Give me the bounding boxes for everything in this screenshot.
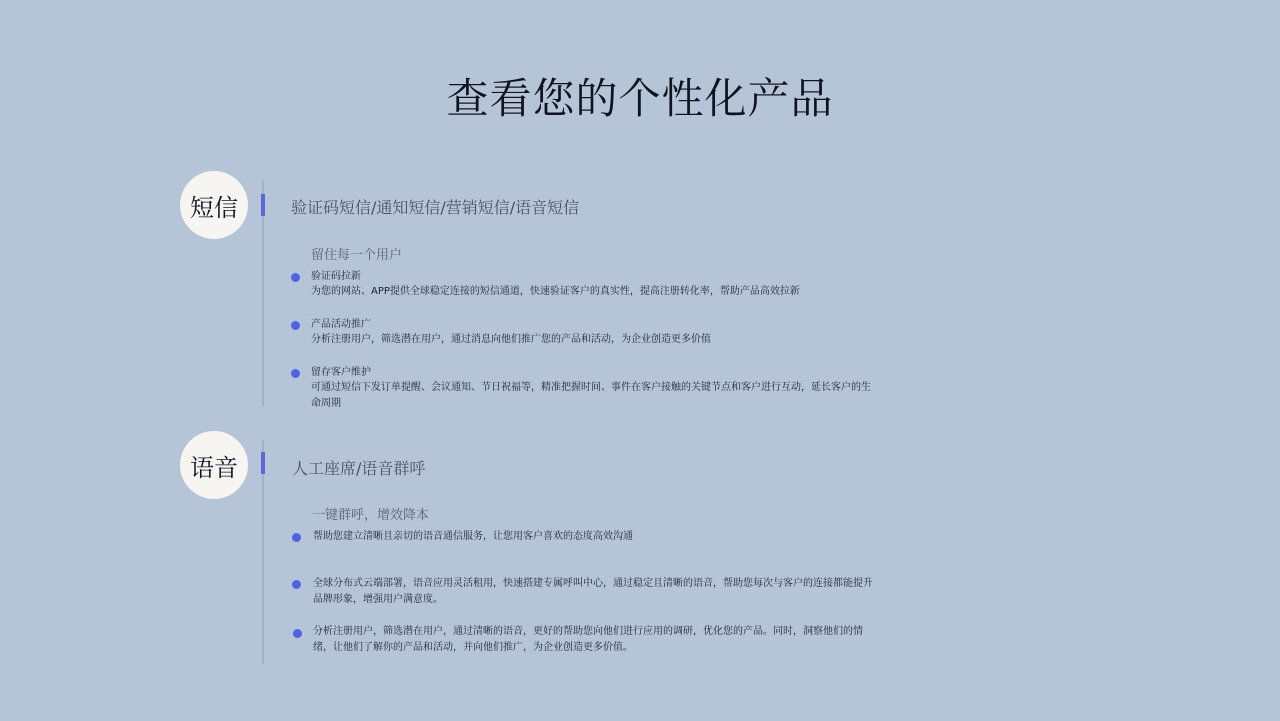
section-subhead: 一键群呼，增效降本 [312, 508, 430, 523]
section-headline: 验证码短信/通知短信/营销短信/语音短信 [291, 198, 580, 217]
bullet-dot [291, 369, 300, 378]
item-desc: 为您的网站、APP提供全球稳定连接的短信通道，快速验证客户的真实性，提高注册转化率，帮助产品高效拉新 [311, 286, 800, 297]
timeline-accent [261, 452, 265, 474]
item-desc: 分析注册用户，筛选潜在用户，通过消息向他们推广您的产品和活动，为企业创造更多价值 [311, 334, 711, 345]
list-item [313, 529, 873, 545]
bullet-dot [291, 273, 300, 282]
bullet-dot [292, 533, 301, 542]
badge-voice: 语音 [180, 431, 248, 499]
list-item [313, 624, 873, 656]
bullet-dot [293, 629, 302, 638]
section-headline: 人工座席/语音群呼 [292, 459, 426, 478]
list-item [311, 270, 871, 300]
list-item [311, 366, 871, 412]
item-title: 留存客户维护 [311, 367, 371, 378]
list-item [313, 576, 873, 608]
badge-sms: 短信 [180, 171, 248, 239]
timeline-accent [261, 194, 265, 216]
item-title: 验证码拉新 [311, 271, 361, 282]
list-item [311, 318, 871, 348]
page-title: 查看您的个性化产品 [446, 74, 834, 123]
item-desc: 帮助您建立清晰且亲切的语音通信服务，让您用客户喜欢的态度高效沟通 [313, 531, 633, 542]
item-desc: 全球分布式云端部署，语音应用灵活租用，快速搭建专属呼叫中心，通过稳定且清晰的语音，帮助您每次与客户的连接都能提升品牌形象，增强用户满意度。 [313, 578, 873, 605]
bullet-dot [292, 580, 301, 589]
section-subhead: 留住每一个用户 [311, 248, 403, 263]
item-title: 产品活动推广 [311, 319, 371, 330]
item-desc: 可通过短信下发订单提醒、会议通知、节日祝福等，精准把握时间、事件在客户接触的关键节点和客户进行互动，延长客户的生命周期 [311, 382, 871, 409]
item-desc: 分析注册用户，筛选潜在用户，通过清晰的语音，更好的帮助您向他们进行应用的调研，优化您的产品。同时，洞察他们的情绪，让他们了解你的产品和活动，并向他们推广，为企业创造更多价值。 [313, 626, 863, 653]
bullet-dot [291, 321, 300, 330]
